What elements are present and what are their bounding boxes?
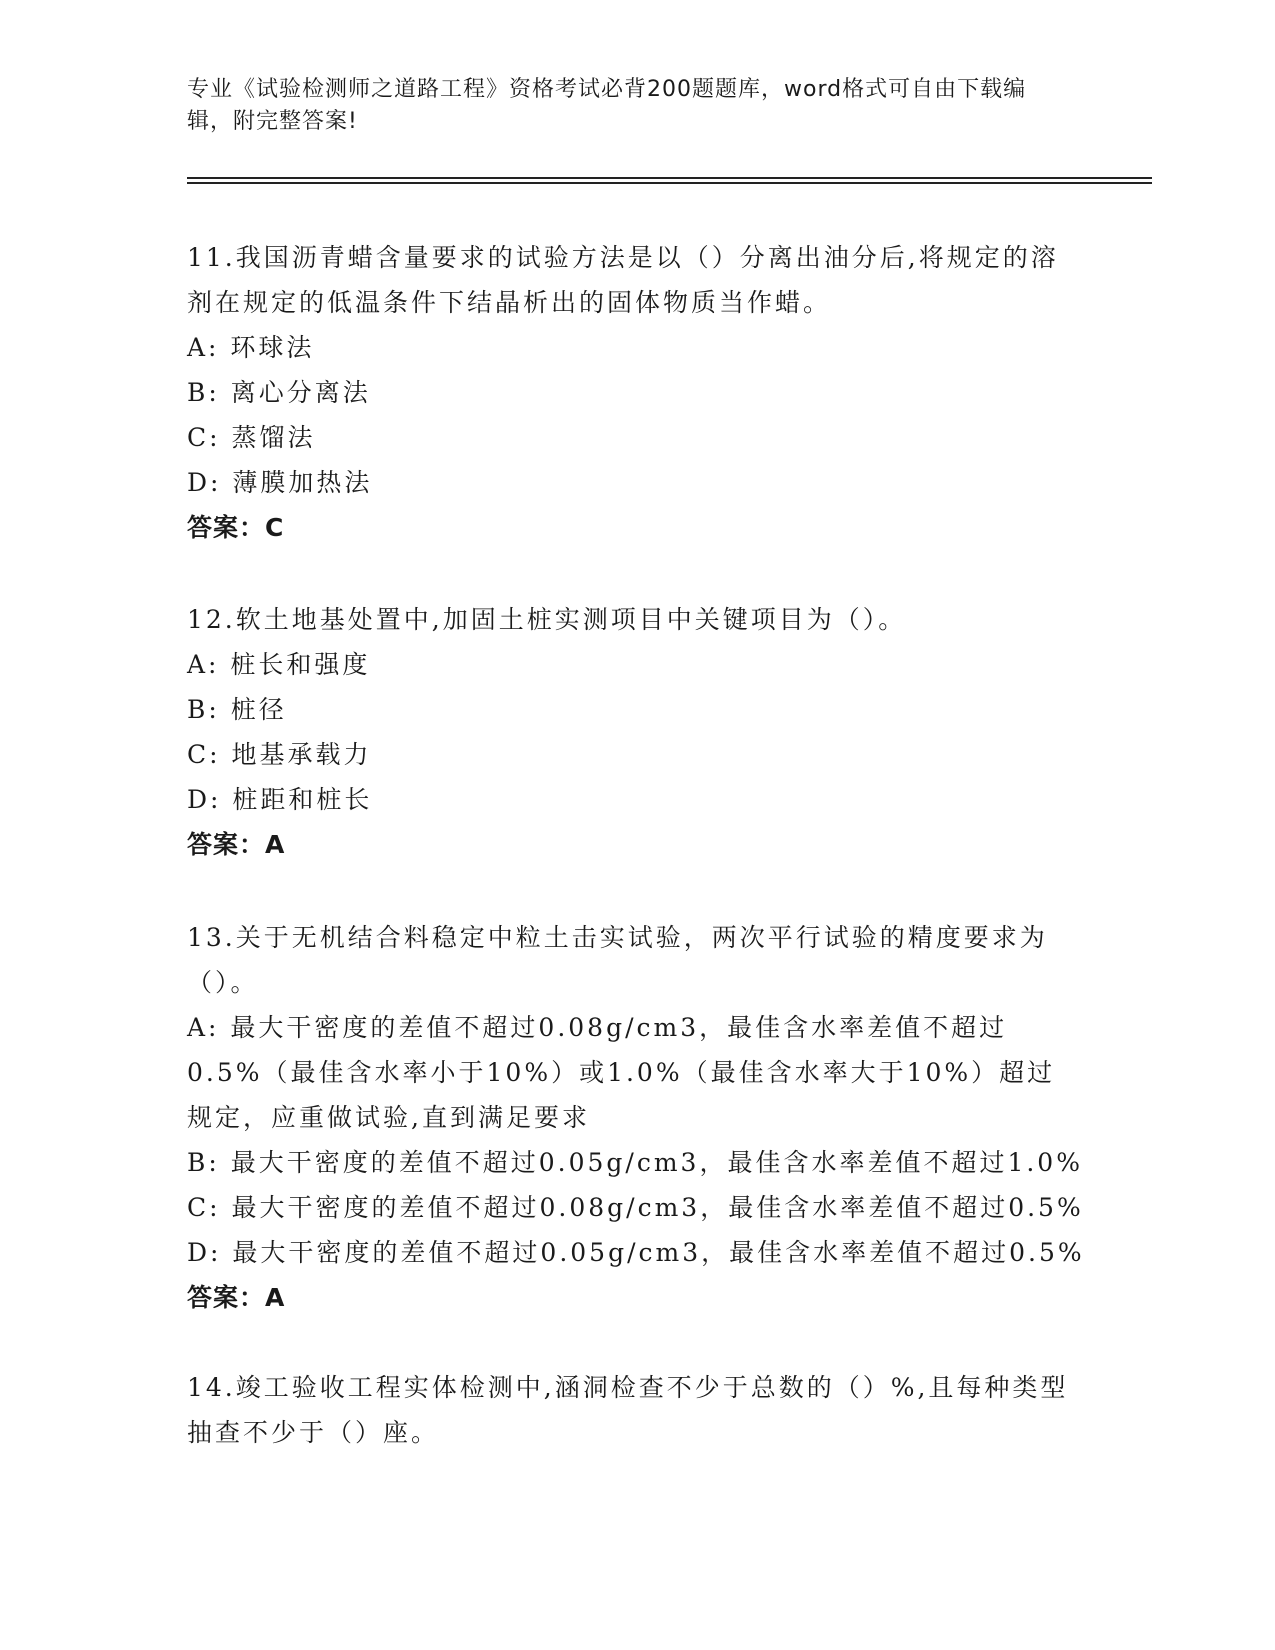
- option-a: A: 环球法: [187, 333, 315, 362]
- option-d: D: 薄膜加热法: [187, 468, 373, 497]
- answer: 答案：A: [187, 1283, 286, 1312]
- header-divider-bottom: [187, 182, 1152, 184]
- question-13: [187, 915, 1085, 1320]
- question-text: 12.软土地基处置中,加固土桩实测项目中关键项目为（）。: [187, 605, 907, 634]
- option-a: A: 桩长和强度: [187, 650, 371, 679]
- option-a: A: 最大干密度的差值不超过0.08g/cm3，最佳含水率差值不超过0.5%（最佳含水率小于10%）或1.0%（最佳含水率大于10%）超过规定，应重做试验,直到满足要求: [187, 1013, 1056, 1132]
- option-d: D: 最大干密度的差值不超过0.05g/cm3，最佳含水率差值不超过0.5%: [187, 1238, 1085, 1267]
- question-12: [187, 597, 1077, 867]
- option-b: B: 离心分离法: [187, 378, 371, 407]
- question-text: 11.我国沥青蜡含量要求的试验方法是以（）分离出油分后,将规定的溶剂在规定的低温条件下结晶析出的固体物质当作蜡。: [187, 243, 1059, 317]
- document-header: 专业《试验检测师之道路工程》资格考试必背200题题库，word格式可自由下载编辑，附完整答案!: [187, 77, 1027, 134]
- option-b: B: 桩径: [187, 695, 287, 724]
- question-11: [187, 235, 1077, 550]
- option-d: D: 桩距和桩长: [187, 785, 373, 814]
- option-c: C: 地基承载力: [187, 740, 372, 769]
- answer: 答案：C: [187, 513, 285, 542]
- question-text: 13.关于无机结合料稳定中粒土击实试验，两次平行试验的精度要求为（）。: [187, 923, 1048, 997]
- option-b: B: 最大干密度的差值不超过0.05g/cm3，最佳含水率差值不超过1.0%: [187, 1148, 1083, 1177]
- header-divider-top: [187, 177, 1152, 179]
- option-c: C: 最大干密度的差值不超过0.08g/cm3，最佳含水率差值不超过0.5%: [187, 1193, 1084, 1222]
- answer: 答案：A: [187, 830, 286, 859]
- option-c: C: 蒸馏法: [187, 423, 316, 452]
- question-14: [187, 1365, 1077, 1455]
- question-text: 14.竣工验收工程实体检测中,涵洞检查不少于总数的（）%,且每种类型抽查不少于（）座。: [187, 1373, 1069, 1447]
